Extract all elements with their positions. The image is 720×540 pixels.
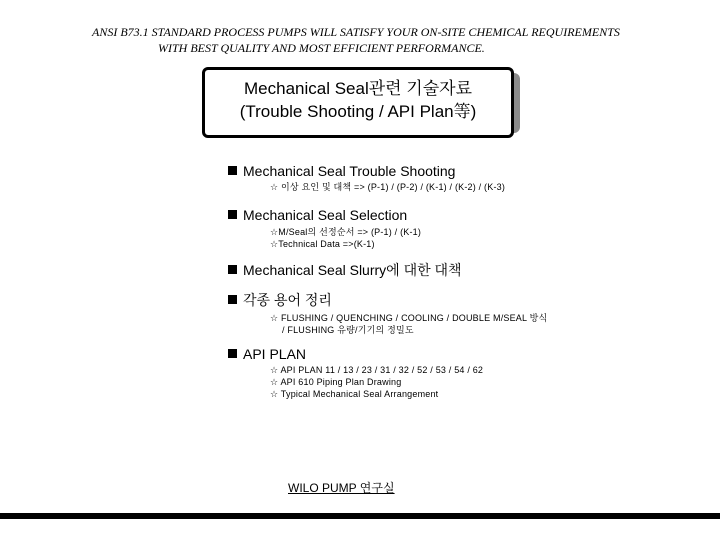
square-bullet-icon — [228, 210, 237, 219]
header-line-1: ANSI B73.1 STANDARD PROCESS PUMPS WILL SATISFY YOUR ON-SITE CHEMICAL REQUIREMENTS — [92, 25, 620, 39]
section-seal-selection — [228, 206, 421, 250]
title-banner — [202, 67, 520, 131]
title-line-1: Mechanical Seal관련 기술자료 — [244, 79, 472, 98]
section-title[interactable]: API PLAN — [228, 345, 483, 363]
bottom-divider — [0, 513, 720, 519]
square-bullet-icon — [228, 166, 237, 175]
section-terminology — [228, 291, 547, 336]
section-title[interactable]: 각종 용어 정리 — [228, 291, 547, 309]
section-item[interactable]: ☆ 이상 요인 및 대책 => (P-1) / (P-2) / (K-1) / (K-2) / (K-3) — [270, 182, 506, 192]
section-item-continuation: / FLUSHING 유량/기기의 정밀도 — [282, 325, 414, 335]
title-box — [202, 67, 514, 138]
section-title[interactable]: Mechanical Seal Selection — [228, 206, 421, 224]
section-slurry — [228, 261, 462, 279]
section-title[interactable]: Mechanical Seal Trouble Shooting — [228, 162, 505, 180]
section-trouble-shooting — [228, 162, 505, 193]
square-bullet-icon — [228, 265, 237, 274]
section-item[interactable]: ☆ API PLAN 11 / 13 / 23 / 31 / 32 / 52 / 53 / 54 / 62 — [270, 365, 484, 375]
section-item[interactable]: ☆ FLUSHING / QUENCHING / COOLING / DOUBLE M/SEAL 방식 — [270, 313, 548, 323]
section-title[interactable]: Mechanical Seal Slurry에 대한 대책 — [228, 261, 462, 279]
section-api-plan — [228, 345, 483, 400]
section-item[interactable]: ☆M/Seal의 선정순서 => (P-1) / (K-1) — [270, 227, 422, 237]
header-slogan — [92, 24, 692, 56]
section-item[interactable]: ☆Technical Data =>(K-1) — [270, 239, 375, 249]
square-bullet-icon — [228, 295, 237, 304]
square-bullet-icon — [228, 349, 237, 358]
title-line-2: (Trouble Shooting / API Plan等) — [239, 102, 477, 121]
section-item[interactable]: ☆ API 610 Piping Plan Drawing — [270, 377, 402, 387]
header-line-2: WITH BEST QUALITY AND MOST EFFICIENT PERFORMANCE. — [158, 41, 485, 55]
section-item[interactable]: ☆ Typical Mechanical Seal Arrangement — [270, 389, 439, 399]
lab-link[interactable]: WILO PUMP 연구실 — [288, 481, 395, 495]
